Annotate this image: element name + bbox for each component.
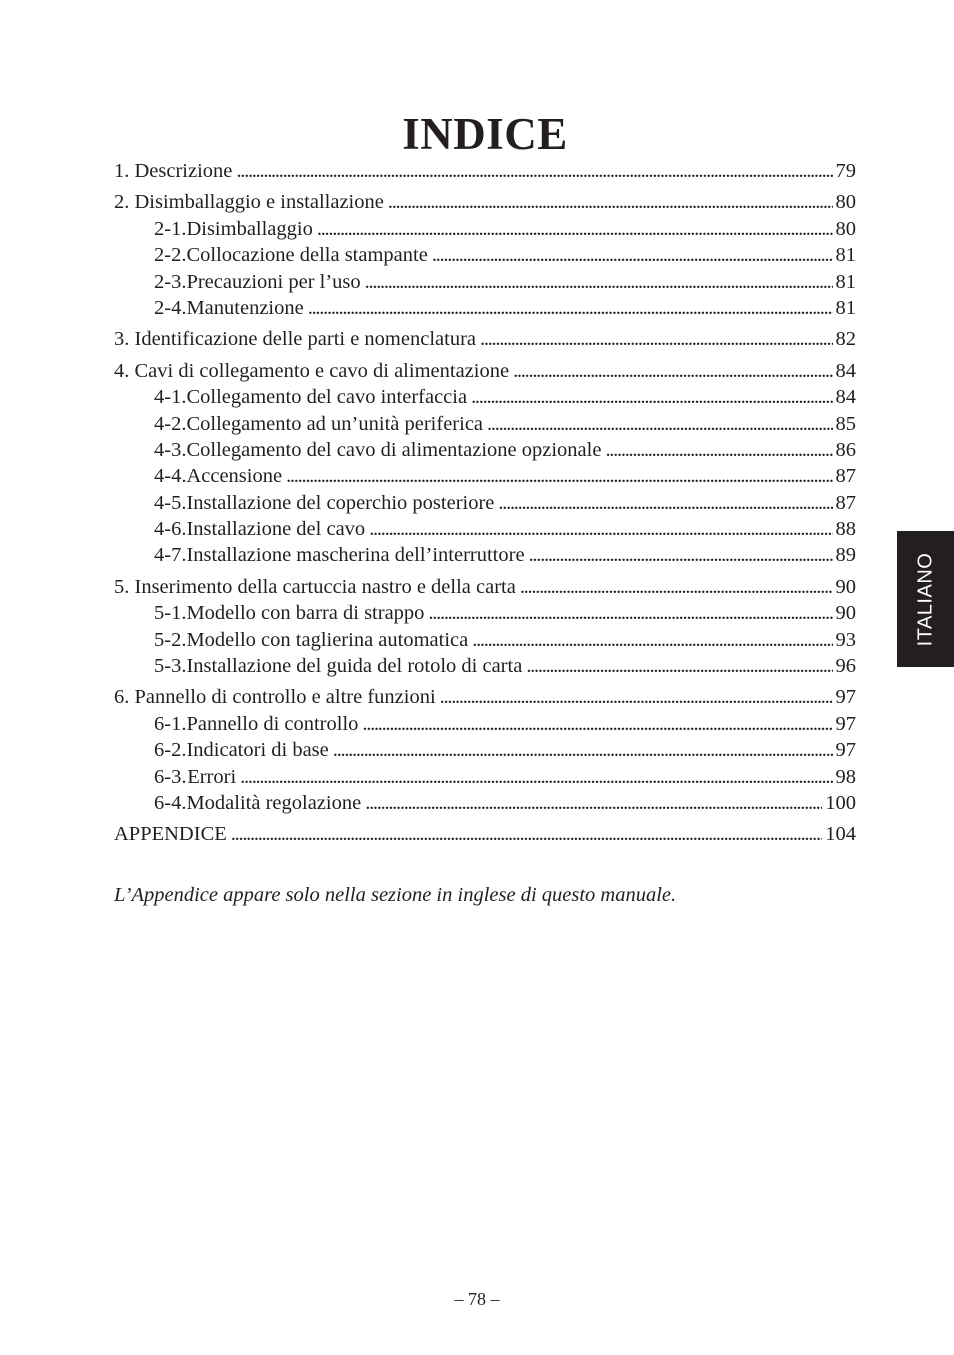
toc-subentry-label: Precauzioni per l’uso [186,270,361,293]
toc-subentry-label: Manutenzione [186,296,304,319]
toc-subentry-label: Modello con taglierina automatica [186,628,469,651]
appendix-note: L’Appendice appare solo nella sezione in inglese di questo manuale. [114,884,677,906]
toc-entry[interactable] [114,821,856,847]
toc-subentry-number: 2-4. [154,296,187,319]
dot-leader [317,216,833,242]
toc-subentry-number: 5-2. [154,628,187,651]
dot-leader [333,737,833,763]
toc-section [114,189,856,321]
table-of-contents [114,158,856,853]
toc-entry[interactable] [114,326,856,352]
dot-leader [236,158,832,184]
toc-subentry[interactable] [114,411,856,437]
toc-page-number: 80 [835,217,856,240]
toc-subentry-label: Installazione del cavo [186,518,366,541]
toc-subentry-label: Indicatori di base [186,739,329,762]
toc-section [114,574,856,680]
dot-leader [498,490,832,516]
toc-entry[interactable] [114,358,856,384]
toc-subentry-number: 2-1. [154,217,187,240]
toc-page-number: 81 [835,244,856,267]
toc-section [114,684,856,816]
toc-page-number: 84 [835,359,856,382]
toc-page-number: 85 [835,412,856,435]
toc-entry-label: 2. Disimballaggio e installazione [114,191,384,214]
dot-leader [520,574,833,600]
toc-subentry[interactable] [114,764,856,790]
toc-subentry-number: 4-1. [154,386,187,409]
toc-page-number: 104 [825,823,856,846]
toc-subentry-number: 2-2. [154,244,187,267]
toc-subentry-number: 4-5. [154,491,187,514]
toc-subentry-number: 5-3. [154,655,187,678]
toc-subentry-number: 4-2. [154,412,187,435]
dot-leader [365,269,833,295]
dot-leader [428,600,832,626]
toc-subentry[interactable] [114,463,856,489]
toc-subentry[interactable] [114,711,856,737]
dot-leader [369,516,832,542]
toc-subentry-label: Collegamento ad un’unità periferica [186,412,484,435]
toc-subentry-label: Modello con barra di strappo [186,602,425,625]
toc-subentry-number: 4-7. [154,544,187,567]
toc-subentry[interactable] [114,790,856,816]
dot-leader [231,821,822,847]
toc-page-number: 100 [825,791,856,814]
toc-subentry[interactable] [114,384,856,410]
toc-page-number: 89 [835,544,856,567]
toc-page-number: 81 [835,270,856,293]
toc-page-number: 82 [835,328,856,351]
toc-page-number: 88 [835,518,856,541]
toc-subentry-label: Accensione [186,465,283,488]
toc-subentry-number: 4-3. [154,438,187,461]
toc-subentry-number: 6-2. [154,739,187,762]
dot-leader [440,684,833,710]
toc-entry-label: 4. Cavi di collegamento e cavo di alimentazione [114,359,510,382]
dot-leader [362,711,832,737]
toc-subentry-label: Collegamento del cavo interfaccia [186,386,468,409]
toc-entry-label: 5. Inserimento della cartuccia nastro e della carta [114,575,516,598]
dot-leader [432,242,833,268]
dot-leader [472,627,832,653]
dot-leader [487,411,832,437]
toc-page-number: 97 [835,686,856,709]
toc-subentry[interactable] [114,627,856,653]
dot-leader [308,295,833,321]
toc-page-number: 93 [835,628,856,651]
toc-page-number: 80 [835,191,856,214]
toc-entry-label: APPENDICE [114,823,227,846]
toc-subentry-label: Collocazione della stampante [186,244,428,267]
dot-leader [513,358,832,384]
dot-leader [529,542,833,568]
toc-subentry-number: 4-6. [154,518,187,541]
toc-subentry[interactable] [114,295,856,321]
toc-subentry-label: Pannello di controllo [186,712,359,735]
toc-page-number: 97 [835,712,856,735]
toc-page-number: 90 [835,602,856,625]
toc-subentry-label: Modalità regolazione [186,791,362,814]
page-number: – 78 – [454,1289,500,1309]
toc-subentry-label: Installazione del coperchio posteriore [186,491,495,514]
toc-entry[interactable] [114,189,856,215]
toc-page-number: 84 [835,386,856,409]
toc-page-number: 97 [835,739,856,762]
toc-subentry-number: 6-4. [154,791,187,814]
dot-leader [471,384,832,410]
toc-page-number: 81 [835,296,856,319]
toc-entry[interactable] [114,158,856,184]
toc-subentry-number: 6-1. [154,712,187,735]
toc-page-number: 87 [835,491,856,514]
toc-entry-label: 3. Identificazione delle parti e nomenclatura [114,328,476,351]
toc-page-number: 87 [835,465,856,488]
toc-subentry-label: Disimballaggio [186,217,313,240]
toc-subentry-number: 4-4. [154,465,187,488]
toc-page-number: 96 [835,655,856,678]
toc-subentry[interactable] [114,490,856,516]
toc-section [114,158,856,184]
toc-entry-label: 1. Descrizione [114,160,233,182]
dot-leader [605,437,832,463]
toc-subentry[interactable] [114,653,856,679]
toc-subentry[interactable] [114,437,856,463]
toc-entry-label: 6. Pannello di controllo e altre funzioni [114,686,436,709]
toc-subentry[interactable] [114,242,856,268]
toc-subentry[interactable] [114,542,856,568]
toc-subentry-number: 6-3. [154,765,187,788]
toc-subentry-label: Installazione mascherina dell’interruttore [186,544,525,567]
dot-leader [286,463,832,489]
toc-subentry-label: Errori [187,765,237,788]
dot-leader [526,653,832,679]
page-title: INDICE [402,109,568,160]
toc-section [114,821,856,847]
toc-subentry-label: Collegamento del cavo di alimentazione opzionale [186,438,602,461]
toc-subentry-number: 2-3. [154,270,187,293]
dot-leader [240,764,832,790]
toc-entry[interactable] [114,574,856,600]
toc-page-number: 98 [835,765,856,788]
toc-subentry[interactable] [114,737,856,763]
toc-page-number: 90 [835,575,856,598]
dot-leader [388,189,833,215]
toc-subentry[interactable] [114,600,856,626]
toc-subentry[interactable] [114,516,856,542]
toc-page-number: 79 [835,160,856,182]
toc-subentry[interactable] [114,216,856,242]
toc-section [114,326,856,352]
dot-leader [365,790,822,816]
toc-subentry[interactable] [114,269,856,295]
toc-page-number: 86 [835,438,856,461]
toc-section [114,358,856,569]
dot-leader [480,326,833,352]
toc-subentry-label: Installazione del guida del rotolo di carta [186,655,523,678]
language-side-tab-label: ITALIANO [914,552,936,646]
toc-entry[interactable] [114,684,856,710]
language-side-tab [897,531,954,667]
toc-subentry-number: 5-1. [154,602,187,625]
